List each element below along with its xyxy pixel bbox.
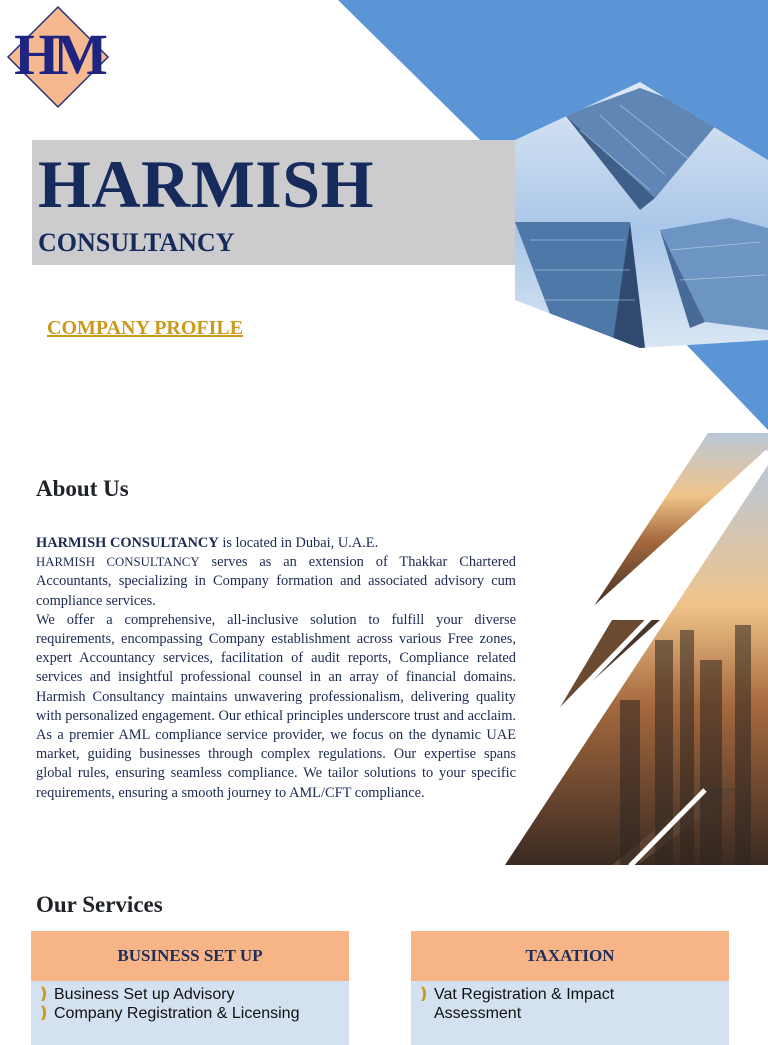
location-line (36, 534, 516, 553)
bullet-icon: ❫ (37, 986, 51, 1003)
list-item (31, 1004, 349, 1023)
intro-company-name: HARMISH CONSULTANCY (36, 555, 200, 570)
company-title: HARMISH (38, 146, 374, 222)
service-list (31, 981, 349, 1045)
intro-text: serves as an extension of Thakkar Chartered Accountants, specializing in Company formation and associated advisory cum compliance services. (36, 554, 516, 609)
service-item-label: Vat Registration & Impact Assessment (434, 986, 615, 1022)
intro-paragraph (36, 553, 516, 611)
about-us-heading: About Us (36, 476, 129, 501)
service-card-title: TAXATION (411, 931, 729, 981)
service-card-title: BUSINESS SET UP (31, 931, 349, 981)
location-text: is located in Dubai, U.A.E. (218, 535, 379, 551)
about-us-text (36, 534, 516, 803)
service-item-label: Business Set up Advisory (54, 986, 235, 1003)
bullet-icon: ❫ (417, 986, 431, 1003)
logo-letters: HM (14, 22, 102, 87)
our-services-heading: Our Services (36, 892, 163, 917)
company-subtitle: CONSULTANCY (38, 228, 235, 257)
location-company-name: HARMISH CONSULTANCY (36, 535, 219, 551)
service-card-taxation (411, 931, 729, 1045)
service-list (411, 981, 729, 1045)
list-item (411, 985, 729, 1023)
bullet-icon: ❫ (37, 1005, 51, 1022)
company-profile-link[interactable]: COMPANY PROFILE (47, 317, 244, 339)
service-item-label: Company Registration & Licensing (54, 1005, 300, 1022)
service-card-business-setup (31, 931, 349, 1045)
city-photo-strips (505, 433, 768, 866)
description-paragraph: We offer a comprehensive, all-inclusive solution to fulfill your diverse requirements, encompassing Company establishment across various Free zones, expert Accountancy services, facilitation of audit reports, Compliance related services and insightful professional counsel in an array of financial domains. Harmish Consultancy maintains unwavering professionalism, delivering quality with personalized engagement. Our ethical principles underscore trust and acclaim. As a premier AML compliance service provider, we focus on the dynamic UAE market, guiding businesses through complex regulations. Our expertise spans global rules, ensuring seamless compliance. We tailor solutions to your specific requirements, ensuring a smooth journey to AML/CFT compliance. (36, 611, 516, 801)
list-item (31, 985, 349, 1004)
